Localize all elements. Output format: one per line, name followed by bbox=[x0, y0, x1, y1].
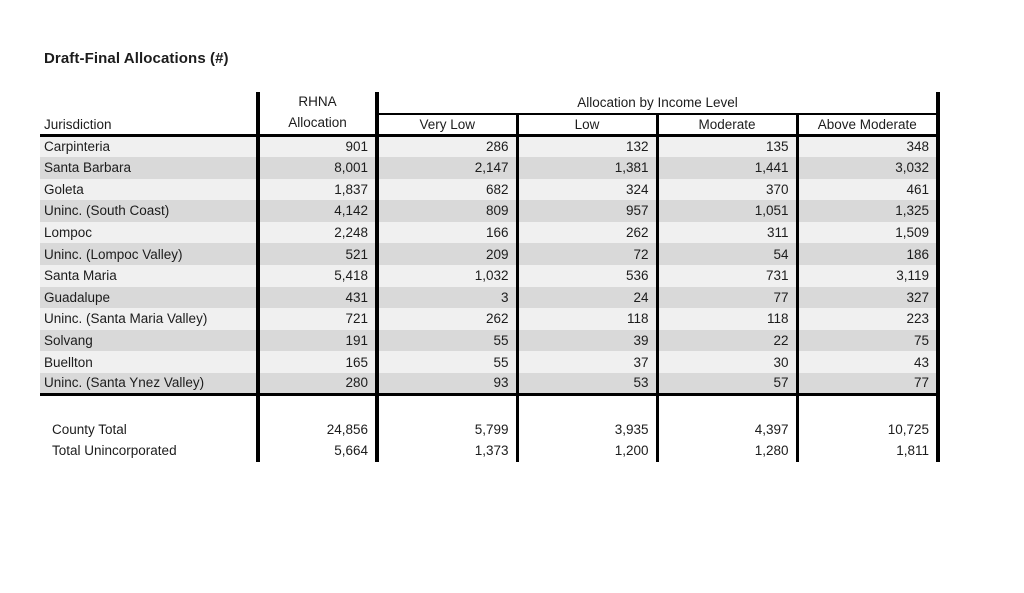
column-header-above-moderate: Above Moderate bbox=[797, 114, 938, 136]
above-moderate-cell: 1,509 bbox=[797, 222, 938, 244]
table-row bbox=[40, 157, 938, 179]
moderate-cell: 731 bbox=[657, 265, 797, 287]
rhna-header-line1: RHNA bbox=[298, 94, 337, 109]
low-cell: 3,935 bbox=[517, 418, 657, 440]
rhna-cell: 5,664 bbox=[258, 440, 377, 462]
rhna-cell: 191 bbox=[258, 330, 377, 352]
jurisdiction-cell: Santa Barbara bbox=[44, 160, 132, 176]
low-cell: 1,381 bbox=[517, 157, 657, 179]
very-low-cell: 1,032 bbox=[377, 265, 517, 287]
rhna-cell: 2,248 bbox=[258, 222, 377, 244]
spacer-row bbox=[40, 394, 938, 418]
low-cell: 957 bbox=[517, 200, 657, 222]
low-cell: 262 bbox=[517, 222, 657, 244]
spacer-cell bbox=[258, 394, 377, 418]
moderate-cell: 1,280 bbox=[657, 440, 797, 462]
table-header bbox=[40, 92, 938, 135]
column-header-rhna-allocation bbox=[258, 92, 377, 135]
very-low-cell: 55 bbox=[377, 330, 517, 352]
very-low-cell: 5,799 bbox=[377, 418, 517, 440]
above-moderate-cell: 1,325 bbox=[797, 200, 938, 222]
table-row bbox=[40, 265, 938, 287]
very-low-cell: 682 bbox=[377, 179, 517, 201]
table-row bbox=[40, 179, 938, 201]
rhna-cell: 165 bbox=[258, 351, 377, 373]
rhna-header-line2: Allocation bbox=[288, 114, 347, 130]
above-moderate-cell: 327 bbox=[797, 287, 938, 309]
low-cell: 72 bbox=[517, 243, 657, 265]
very-low-cell: 55 bbox=[377, 351, 517, 373]
above-moderate-cell: 43 bbox=[797, 351, 938, 373]
rhna-cell: 5,418 bbox=[258, 265, 377, 287]
spacer-cell bbox=[377, 394, 517, 418]
jurisdiction-cell: Carpinteria bbox=[44, 139, 111, 155]
column-header-very-low: Very Low bbox=[377, 114, 517, 136]
above-moderate-cell: 77 bbox=[797, 373, 938, 395]
jurisdiction-cell: Uninc. (Lompoc Valley) bbox=[44, 246, 183, 262]
very-low-cell: 3 bbox=[377, 287, 517, 309]
table-body bbox=[40, 135, 938, 394]
above-moderate-cell: 186 bbox=[797, 243, 938, 265]
jurisdiction-cell: Goleta bbox=[44, 181, 84, 197]
moderate-cell: 57 bbox=[657, 373, 797, 395]
rhna-cell: 431 bbox=[258, 287, 377, 309]
moderate-cell: 135 bbox=[657, 135, 797, 157]
table-row bbox=[40, 222, 938, 244]
above-moderate-cell: 10,725 bbox=[797, 418, 938, 440]
moderate-cell: 1,441 bbox=[657, 157, 797, 179]
moderate-cell: 22 bbox=[657, 330, 797, 352]
totals-row bbox=[40, 418, 938, 440]
very-low-cell: 1,373 bbox=[377, 440, 517, 462]
table-row bbox=[40, 135, 938, 157]
jurisdiction-cell: Santa Maria bbox=[44, 268, 117, 284]
table-row bbox=[40, 308, 938, 330]
above-moderate-cell: 461 bbox=[797, 179, 938, 201]
table-row bbox=[40, 373, 938, 395]
low-cell: 536 bbox=[517, 265, 657, 287]
rhna-cell: 1,837 bbox=[258, 179, 377, 201]
very-low-cell: 166 bbox=[377, 222, 517, 244]
rhna-cell: 521 bbox=[258, 243, 377, 265]
above-moderate-cell: 3,119 bbox=[797, 265, 938, 287]
jurisdiction-cell: County Total bbox=[52, 421, 127, 437]
very-low-cell: 262 bbox=[377, 308, 517, 330]
above-moderate-cell: 348 bbox=[797, 135, 938, 157]
low-cell: 324 bbox=[517, 179, 657, 201]
totals-row bbox=[40, 440, 938, 462]
rhna-cell: 721 bbox=[258, 308, 377, 330]
table-row bbox=[40, 243, 938, 265]
very-low-cell: 809 bbox=[377, 200, 517, 222]
jurisdiction-cell: Uninc. (Santa Ynez Valley) bbox=[40, 373, 258, 395]
table-row bbox=[40, 287, 938, 309]
table-row bbox=[40, 330, 938, 352]
moderate-cell: 370 bbox=[657, 179, 797, 201]
jurisdiction-cell: Uninc. (Santa Maria Valley) bbox=[44, 311, 208, 327]
moderate-cell: 311 bbox=[657, 222, 797, 244]
moderate-cell: 4,397 bbox=[657, 418, 797, 440]
column-header-low: Low bbox=[517, 114, 657, 136]
spacer-cell bbox=[797, 394, 938, 418]
jurisdiction-cell: Solvang bbox=[44, 332, 93, 348]
rhna-cell: 8,001 bbox=[258, 157, 377, 179]
low-cell: 39 bbox=[517, 330, 657, 352]
low-cell: 1,200 bbox=[517, 440, 657, 462]
moderate-cell: 118 bbox=[657, 308, 797, 330]
jurisdiction-cell: Uninc. (South Coast) bbox=[44, 203, 170, 219]
very-low-cell: 286 bbox=[377, 135, 517, 157]
very-low-cell: 2,147 bbox=[377, 157, 517, 179]
low-cell: 24 bbox=[517, 287, 657, 309]
rhna-cell: 4,142 bbox=[258, 200, 377, 222]
column-header-jurisdiction: Jurisdiction bbox=[40, 92, 258, 135]
low-cell: 132 bbox=[517, 135, 657, 157]
jurisdiction-cell: Total Unincorporated bbox=[52, 443, 177, 459]
spacer-cell bbox=[40, 394, 258, 418]
spacer-cell bbox=[517, 394, 657, 418]
above-moderate-cell: 1,811 bbox=[797, 440, 938, 462]
table-row bbox=[40, 351, 938, 373]
moderate-cell: 30 bbox=[657, 351, 797, 373]
low-cell: 53 bbox=[517, 373, 657, 395]
above-moderate-cell: 223 bbox=[797, 308, 938, 330]
column-group-header-income-level: Allocation by Income Level bbox=[377, 92, 938, 114]
rhna-cell: 24,856 bbox=[258, 418, 377, 440]
jurisdiction-cell: Lompoc bbox=[44, 225, 93, 241]
very-low-cell: 209 bbox=[377, 243, 517, 265]
page-title: Draft-Final Allocations (#) bbox=[44, 50, 229, 67]
moderate-cell: 77 bbox=[657, 287, 797, 309]
column-header-moderate: Moderate bbox=[657, 114, 797, 136]
above-moderate-cell: 75 bbox=[797, 330, 938, 352]
very-low-cell: 93 bbox=[377, 373, 517, 395]
jurisdiction-cell: Buellton bbox=[44, 354, 93, 370]
above-moderate-cell: 3,032 bbox=[797, 157, 938, 179]
table-row bbox=[40, 200, 938, 222]
spacer-cell bbox=[657, 394, 797, 418]
jurisdiction-cell: Guadalupe bbox=[44, 289, 111, 305]
moderate-cell: 1,051 bbox=[657, 200, 797, 222]
rhna-cell: 901 bbox=[258, 135, 377, 157]
allocations-table bbox=[40, 92, 940, 462]
totals-body bbox=[40, 394, 938, 461]
rhna-cell: 280 bbox=[258, 373, 377, 395]
low-cell: 37 bbox=[517, 351, 657, 373]
moderate-cell: 54 bbox=[657, 243, 797, 265]
low-cell: 118 bbox=[517, 308, 657, 330]
